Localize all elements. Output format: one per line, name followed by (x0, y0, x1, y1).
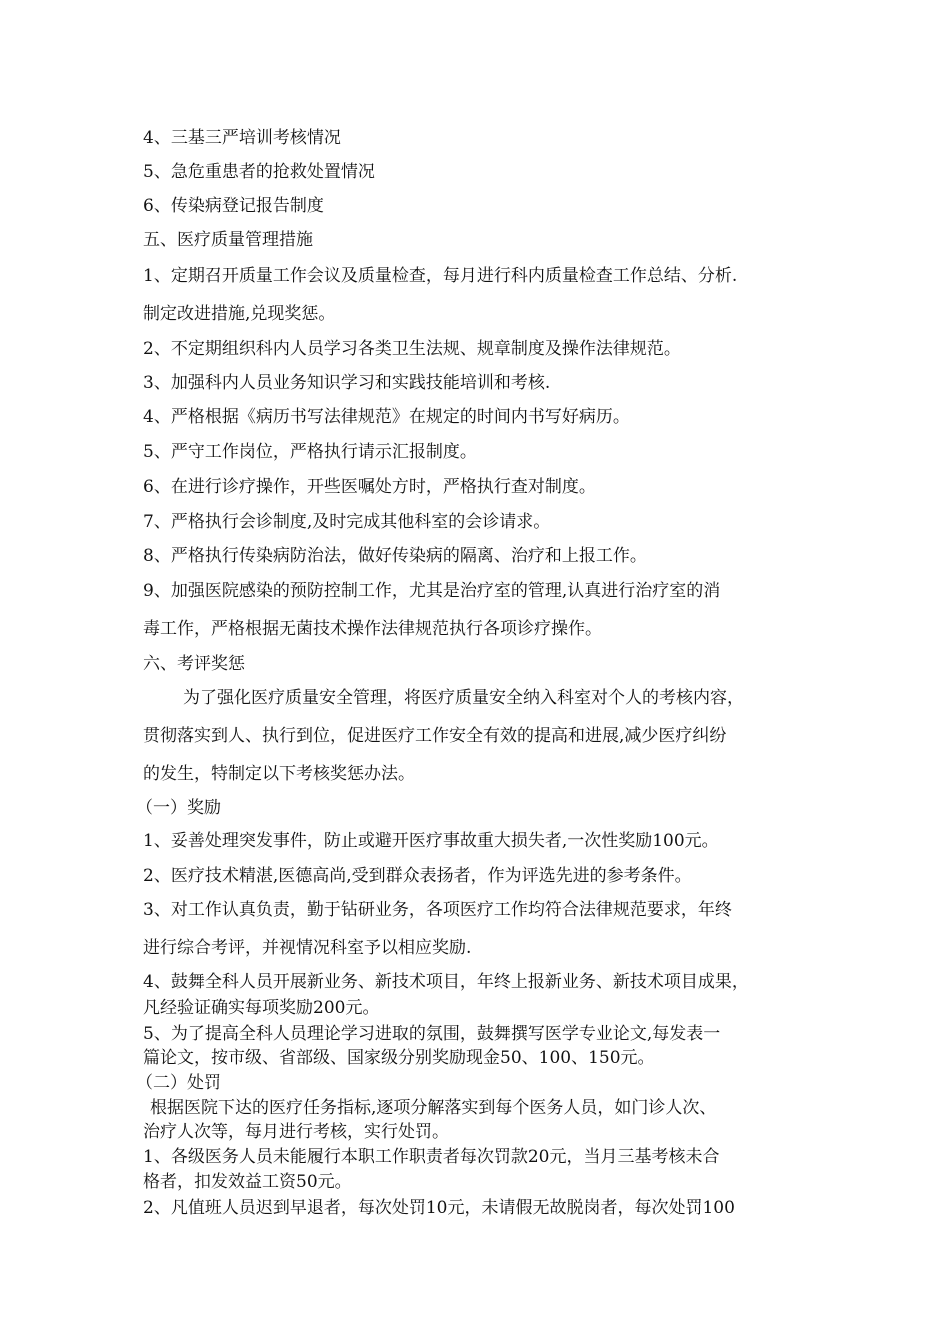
text-line: 2、凡值班人员迟到早退者，每次处罚10元，未请假无故脱岗者，每次处罚100 (143, 1198, 735, 1218)
text-line: 7、严格执行会诊制度,及时完成其他科室的会诊请求。 (143, 512, 551, 532)
text-line: 为了强化医疗质量安全管理，将医疗质量安全纳入科室对个人的考核内容， (183, 688, 744, 708)
subsection-heading: （二）处罚 (136, 1073, 221, 1093)
text-line: 毒工作，严格根据无菌技术操作法律规范执行各项诊疗操作。 (143, 619, 602, 639)
text-line: 4、严格根据《病历书写法律规范》在规定的时间内书写好病历。 (143, 407, 630, 427)
text-line: 4、鼓舞全科人员开展新业务、新技术项目，年终上报新业务、新技术项目成果， (143, 972, 749, 992)
text-line: 2、医疗技术精湛,医德高尚,受到群众表扬者，作为评选先进的参考条件。 (143, 866, 692, 886)
text-line: 贯彻落实到人、执行到位，促进医疗工作安全有效的提高和进展,减少医疗纠纷 (143, 726, 727, 746)
text-line: 6、在进行诊疗操作，开些医嘱处方时，严格执行查对制度。 (143, 477, 596, 497)
text-line: 3、加强科内人员业务知识学习和实践技能培训和考核. (143, 373, 551, 393)
text-line: 4、三基三严培训考核情况 (143, 128, 341, 148)
text-line: 治疗人次等，每月进行考核，实行处罚。 (143, 1122, 449, 1142)
text-line: 5、严守工作岗位，严格执行请示汇报制度。 (143, 442, 477, 462)
text-line: 凡经验证确实每项奖励200元。 (143, 998, 380, 1018)
text-line: 5、急危重患者的抢救处置情况 (143, 162, 375, 182)
section-heading: 五、医疗质量管理措施 (143, 230, 313, 250)
text-line: 进行综合考评，并视情况科室予以相应奖励. (143, 938, 472, 958)
text-line: 1、各级医务人员未能履行本职工作职责者每次罚款20元，当月三基考核未合 (143, 1147, 720, 1167)
text-line: 的发生，特制定以下考核奖惩办法。 (143, 764, 415, 784)
text-line: 篇论文，按市级、省部级、国家级分别奖励现金50、100、150元。 (143, 1048, 655, 1068)
text-line: 3、对工作认真负责，勤于钻研业务，各项医疗工作均符合法律规范要求，年终 (143, 900, 732, 920)
text-line: 格者，扣发效益工资50元。 (143, 1172, 352, 1192)
text-line: 1、定期召开质量工作会议及质量检查，每月进行科内质量检查工作总结、分析. (143, 266, 738, 286)
subsection-heading: （一）奖励 (136, 798, 221, 818)
text-line: 5、为了提高全科人员理论学习进取的氛围，鼓舞撰写医学专业论文,每发表一 (143, 1024, 721, 1044)
text-line: 制定改进措施,兑现奖惩。 (143, 304, 336, 324)
section-heading: 六、考评奖惩 (143, 654, 245, 674)
text-line: 9、加强医院感染的预防控制工作，尤其是治疗室的管理,认真进行治疗室的消 (143, 581, 721, 601)
text-line: 6、传染病登记报告制度 (143, 196, 324, 216)
text-line: 8、严格执行传染病防治法，做好传染病的隔离、治疗和上报工作。 (143, 546, 647, 566)
text-line: 根据医院下达的医疗任务指标,逐项分解落实到每个医务人员，如门诊人次、 (150, 1098, 717, 1118)
text-line: 1、妥善处理突发事件，防止或避开医疗事故重大损失者,一次性奖励100元。 (143, 831, 719, 851)
text-line: 2、不定期组织科内人员学习各类卫生法规、规章制度及操作法律规范。 (143, 339, 681, 359)
